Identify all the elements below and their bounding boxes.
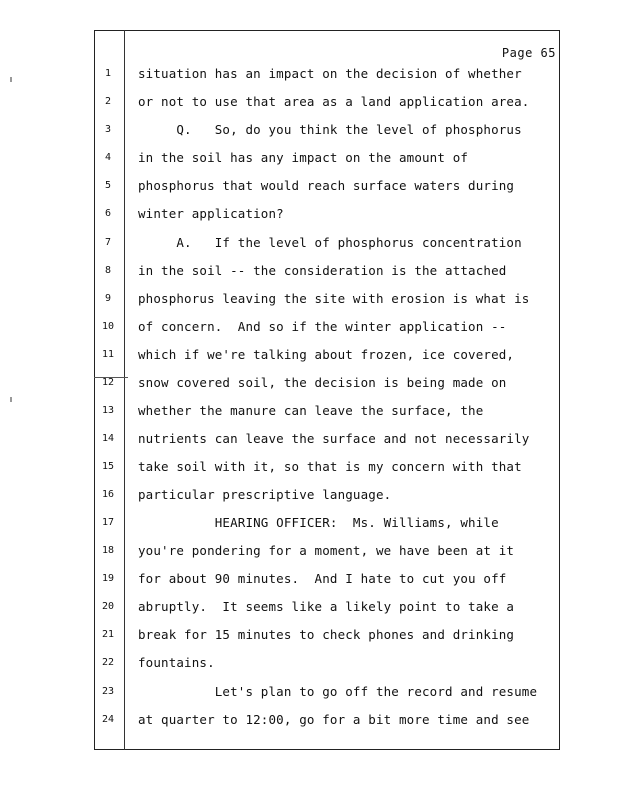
line-number: 13 xyxy=(101,405,115,416)
line-text: whether the manure can leave the surface, the xyxy=(138,403,484,418)
transcript-line xyxy=(0,599,618,617)
line-text: in the soil has any impact on the amount of xyxy=(138,150,469,165)
line-text: phosphorus that would reach surface waters during xyxy=(138,178,515,193)
transcript-line xyxy=(0,66,618,84)
line-number: 12 xyxy=(101,377,115,388)
line-text: Q. So, do you think the level of phosphorus xyxy=(138,122,522,137)
line-text: HEARING OFFICER: Ms. Williams, while xyxy=(138,515,499,530)
line-text: situation has an impact on the decision of whether xyxy=(138,66,522,81)
line-number: 21 xyxy=(101,629,115,640)
transcript-line xyxy=(0,319,618,337)
page-number: Page 65 xyxy=(501,46,556,60)
transcript-line xyxy=(0,263,618,281)
transcript-line xyxy=(0,375,618,393)
transcript-line xyxy=(0,347,618,365)
transcript-line xyxy=(0,459,618,477)
line-number: 20 xyxy=(101,601,115,612)
line-text: A. If the level of phosphorus concentration xyxy=(138,235,522,250)
line-number: 10 xyxy=(101,321,115,332)
line-number: 18 xyxy=(101,545,115,556)
transcript-line xyxy=(0,178,618,196)
line-text: fountains. xyxy=(138,655,215,670)
transcript-line xyxy=(0,431,618,449)
transcript-line xyxy=(0,571,618,589)
line-text: at quarter to 12:00, go for a bit more time and see xyxy=(138,712,530,727)
line-text: winter application? xyxy=(138,206,284,221)
transcript-line xyxy=(0,122,618,140)
transcript-line xyxy=(0,487,618,505)
line-number: 4 xyxy=(104,152,112,163)
line-text: nutrients can leave the surface and not necessarily xyxy=(138,431,530,446)
line-number: 22 xyxy=(101,657,115,668)
line-text: of concern. And so if the winter application -- xyxy=(138,319,507,334)
transcript-line xyxy=(0,403,618,421)
line-number: 8 xyxy=(104,265,112,276)
line-number: 15 xyxy=(101,461,115,472)
transcript-line xyxy=(0,206,618,224)
line-text: in the soil -- the consideration is the attached xyxy=(138,263,507,278)
line-text: Let's plan to go off the record and resume xyxy=(138,684,538,699)
line-number: 17 xyxy=(101,517,115,528)
transcript-line xyxy=(0,684,618,702)
transcript-line xyxy=(0,291,618,309)
transcript-line xyxy=(0,627,618,645)
transcript-line xyxy=(0,94,618,112)
line-number: 9 xyxy=(104,293,112,304)
line-number: 5 xyxy=(104,180,112,191)
line-number: 24 xyxy=(101,714,115,725)
line-text: snow covered soil, the decision is being made on xyxy=(138,375,507,390)
line-number: 11 xyxy=(101,349,115,360)
transcript-line xyxy=(0,150,618,168)
punch-mark xyxy=(10,397,12,402)
line-number: 2 xyxy=(104,96,112,107)
line-number: 6 xyxy=(104,208,112,219)
line-text: which if we're talking about frozen, ice covered, xyxy=(138,347,515,362)
transcript-line xyxy=(0,543,618,561)
line-number: 23 xyxy=(101,686,115,697)
transcript-line xyxy=(0,655,618,673)
line-number: 19 xyxy=(101,573,115,584)
line-text: break for 15 minutes to check phones and drinking xyxy=(138,627,515,642)
line-number: 1 xyxy=(104,68,112,79)
line-text: phosphorus leaving the site with erosion is what is xyxy=(138,291,530,306)
line-number: 16 xyxy=(101,489,115,500)
line-text: or not to use that area as a land application area. xyxy=(138,94,530,109)
line-text: you're pondering for a moment, we have been at it xyxy=(138,543,515,558)
line-number: 7 xyxy=(104,237,112,248)
transcript-line xyxy=(0,235,618,253)
line-text: take soil with it, so that is my concern with that xyxy=(138,459,522,474)
line-text: abruptly. It seems like a likely point to take a xyxy=(138,599,515,614)
transcript-line xyxy=(0,712,618,730)
line-text: particular prescriptive language. xyxy=(138,487,392,502)
transcript-line xyxy=(0,515,618,533)
line-text: for about 90 minutes. And I hate to cut you off xyxy=(138,571,507,586)
line-number: 3 xyxy=(104,124,112,135)
line-number: 14 xyxy=(101,433,115,444)
